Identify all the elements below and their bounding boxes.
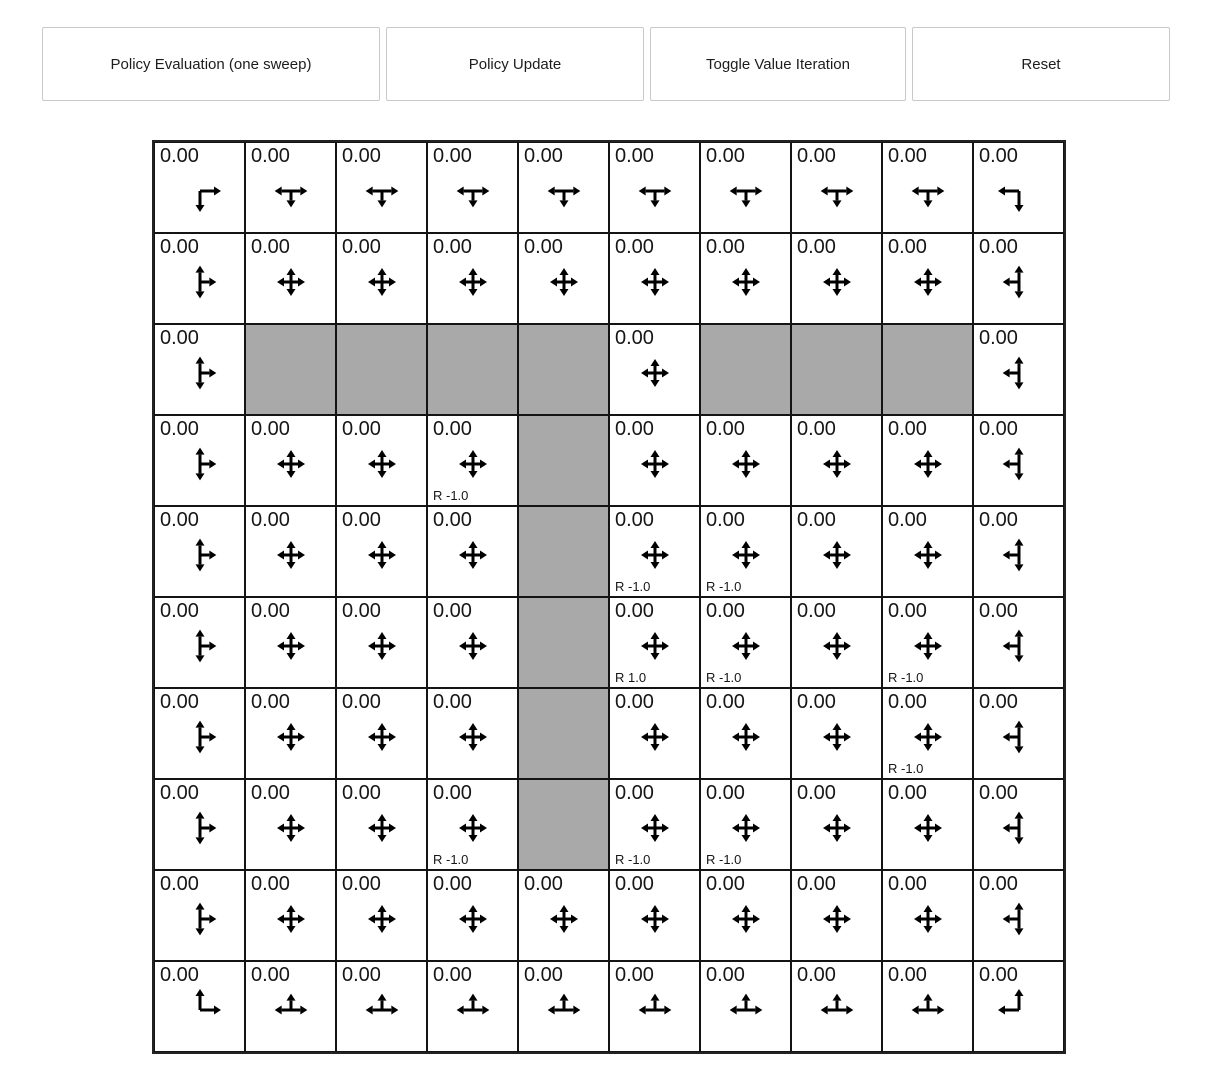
state-value: 0.00 xyxy=(888,782,927,804)
toggle-value-iteration-button[interactable]: Toggle Value Iteration xyxy=(650,27,906,101)
policy-arrows-icon xyxy=(906,533,950,577)
policy-arrows-icon xyxy=(633,897,677,941)
grid-cell[interactable] xyxy=(518,233,609,324)
policy-arrows-icon xyxy=(542,897,586,941)
state-value: 0.00 xyxy=(979,782,1018,804)
grid-cell[interactable] xyxy=(700,779,791,870)
grid-cell[interactable] xyxy=(973,233,1064,324)
grid-cell[interactable] xyxy=(973,688,1064,779)
state-value: 0.00 xyxy=(888,873,927,895)
policy-arrows-icon xyxy=(451,442,495,486)
policy-arrows-icon xyxy=(724,715,768,759)
grid-cell[interactable] xyxy=(336,961,427,1052)
grid-cell[interactable] xyxy=(700,506,791,597)
wall-cell[interactable] xyxy=(518,324,609,415)
state-value: 0.00 xyxy=(797,691,836,713)
state-value: 0.00 xyxy=(706,145,745,167)
state-value: 0.00 xyxy=(615,509,654,531)
reset-button[interactable]: Reset xyxy=(912,27,1170,101)
grid-cell[interactable] xyxy=(973,415,1064,506)
policy-arrows-icon xyxy=(360,260,404,304)
state-value: 0.00 xyxy=(251,600,290,622)
state-value: 0.00 xyxy=(160,964,199,986)
grid-cell[interactable] xyxy=(245,870,336,961)
grid-cell[interactable] xyxy=(427,233,518,324)
policy-arrows-icon xyxy=(815,988,859,1032)
state-value: 0.00 xyxy=(615,418,654,440)
policy-arrows-icon xyxy=(633,715,677,759)
grid-cell[interactable] xyxy=(427,688,518,779)
state-value: 0.00 xyxy=(888,236,927,258)
grid-cell[interactable] xyxy=(700,870,791,961)
grid-cell[interactable] xyxy=(518,961,609,1052)
policy-arrows-icon xyxy=(997,806,1041,850)
grid-cell[interactable] xyxy=(609,870,700,961)
grid-cell[interactable] xyxy=(609,142,700,233)
policy-arrows-icon xyxy=(542,988,586,1032)
policy-arrows-icon xyxy=(633,260,677,304)
policy-arrows-icon xyxy=(178,715,222,759)
wall-cell[interactable] xyxy=(336,324,427,415)
state-value: 0.00 xyxy=(797,873,836,895)
state-value: 0.00 xyxy=(706,782,745,804)
grid-cell[interactable] xyxy=(609,961,700,1052)
grid-cell[interactable] xyxy=(973,961,1064,1052)
reward-label: R -1.0 xyxy=(615,579,651,594)
reward-label: R -1.0 xyxy=(706,670,742,685)
reward-label: R -1.0 xyxy=(615,852,651,867)
grid-cell[interactable] xyxy=(700,233,791,324)
state-value: 0.00 xyxy=(342,873,381,895)
grid-cell[interactable] xyxy=(882,415,973,506)
state-value: 0.00 xyxy=(888,145,927,167)
policy-arrows-icon xyxy=(178,442,222,486)
grid-cell[interactable] xyxy=(700,142,791,233)
wall-cell[interactable] xyxy=(882,324,973,415)
state-value: 0.00 xyxy=(342,509,381,531)
policy-arrows-icon xyxy=(633,624,677,668)
grid-cell[interactable] xyxy=(518,142,609,233)
state-value: 0.00 xyxy=(342,964,381,986)
state-value: 0.00 xyxy=(706,600,745,622)
grid-cell[interactable] xyxy=(791,688,882,779)
state-value: 0.00 xyxy=(797,782,836,804)
policy-arrows-icon xyxy=(724,806,768,850)
state-value: 0.00 xyxy=(433,691,472,713)
state-value: 0.00 xyxy=(433,782,472,804)
policy-arrows-icon xyxy=(360,533,404,577)
state-value: 0.00 xyxy=(615,600,654,622)
state-value: 0.00 xyxy=(888,509,927,531)
grid-cell[interactable] xyxy=(245,688,336,779)
state-value: 0.00 xyxy=(251,145,290,167)
grid-cell[interactable] xyxy=(518,870,609,961)
policy-arrows-icon xyxy=(178,806,222,850)
state-value: 0.00 xyxy=(160,873,199,895)
grid-cell[interactable] xyxy=(336,142,427,233)
state-value: 0.00 xyxy=(524,236,563,258)
policy-arrows-icon xyxy=(724,533,768,577)
state-value: 0.00 xyxy=(342,782,381,804)
gridworld xyxy=(152,140,1066,1054)
grid-cell[interactable] xyxy=(245,961,336,1052)
state-value: 0.00 xyxy=(615,145,654,167)
wall-cell[interactable] xyxy=(791,324,882,415)
state-value: 0.00 xyxy=(706,509,745,531)
reward-label: R -1.0 xyxy=(433,852,469,867)
grid-cell[interactable] xyxy=(973,324,1064,415)
policy-arrows-icon xyxy=(633,533,677,577)
grid-cell[interactable] xyxy=(882,779,973,870)
policy-arrows-icon xyxy=(997,442,1041,486)
state-value: 0.00 xyxy=(433,964,472,986)
state-value: 0.00 xyxy=(342,691,381,713)
state-value: 0.00 xyxy=(433,600,472,622)
state-value: 0.00 xyxy=(979,509,1018,531)
policy-arrows-icon xyxy=(451,806,495,850)
grid-cell[interactable] xyxy=(973,870,1064,961)
grid-cell[interactable] xyxy=(700,597,791,688)
grid-cell[interactable] xyxy=(336,233,427,324)
policy-arrows-icon xyxy=(724,260,768,304)
state-value: 0.00 xyxy=(797,145,836,167)
state-value: 0.00 xyxy=(615,236,654,258)
grid-cell[interactable] xyxy=(154,597,245,688)
policy-evaluation-button[interactable]: Policy Evaluation (one sweep) xyxy=(42,27,380,101)
policy-arrows-icon xyxy=(815,260,859,304)
policy-arrows-icon xyxy=(906,806,950,850)
reward-label: R 1.0 xyxy=(615,670,647,685)
policy-arrows-icon xyxy=(724,169,768,213)
policy-arrows-icon xyxy=(997,897,1041,941)
state-value: 0.00 xyxy=(342,145,381,167)
state-value: 0.00 xyxy=(888,964,927,986)
grid-cell[interactable] xyxy=(154,779,245,870)
state-value: 0.00 xyxy=(433,418,472,440)
policy-arrows-icon xyxy=(269,260,313,304)
grid-cell[interactable] xyxy=(427,415,518,506)
policy-arrows-icon xyxy=(997,260,1041,304)
state-value: 0.00 xyxy=(342,600,381,622)
state-value: 0.00 xyxy=(433,236,472,258)
grid-cell[interactable] xyxy=(700,961,791,1052)
state-value: 0.00 xyxy=(433,509,472,531)
state-value: 0.00 xyxy=(251,509,290,531)
grid-cell[interactable] xyxy=(336,597,427,688)
grid-cell[interactable] xyxy=(336,415,427,506)
state-value: 0.00 xyxy=(160,691,199,713)
grid-cell[interactable] xyxy=(154,324,245,415)
policy-arrows-icon xyxy=(906,260,950,304)
policy-arrows-icon xyxy=(906,897,950,941)
state-value: 0.00 xyxy=(524,964,563,986)
policy-arrows-icon xyxy=(997,624,1041,668)
policy-arrows-icon xyxy=(906,442,950,486)
policy-arrows-icon xyxy=(451,624,495,668)
wall-cell[interactable] xyxy=(427,324,518,415)
policy-arrows-icon xyxy=(451,260,495,304)
grid-cell[interactable] xyxy=(700,688,791,779)
state-value: 0.00 xyxy=(251,236,290,258)
reward-label: R -1.0 xyxy=(888,670,924,685)
wall-cell[interactable] xyxy=(518,779,609,870)
state-value: 0.00 xyxy=(433,873,472,895)
policy-arrows-icon xyxy=(360,715,404,759)
state-value: 0.00 xyxy=(706,418,745,440)
policy-arrows-icon xyxy=(633,351,677,395)
state-value: 0.00 xyxy=(615,691,654,713)
state-value: 0.00 xyxy=(615,964,654,986)
policy-arrows-icon xyxy=(360,624,404,668)
grid-cell[interactable] xyxy=(882,870,973,961)
policy-arrows-icon xyxy=(269,533,313,577)
wall-cell[interactable] xyxy=(245,324,336,415)
state-value: 0.00 xyxy=(706,964,745,986)
policy-arrows-icon xyxy=(815,624,859,668)
grid-cell[interactable] xyxy=(882,233,973,324)
grid-cell[interactable] xyxy=(791,597,882,688)
policy-arrows-icon xyxy=(815,897,859,941)
grid-cell[interactable] xyxy=(791,506,882,597)
grid-cell[interactable] xyxy=(154,870,245,961)
state-value: 0.00 xyxy=(888,418,927,440)
wall-cell[interactable] xyxy=(518,597,609,688)
grid-cell[interactable] xyxy=(882,961,973,1052)
state-value: 0.00 xyxy=(979,236,1018,258)
state-value: 0.00 xyxy=(797,509,836,531)
reward-label: R -1.0 xyxy=(433,488,469,503)
state-value: 0.00 xyxy=(160,236,199,258)
policy-arrows-icon xyxy=(542,169,586,213)
state-value: 0.00 xyxy=(160,145,199,167)
policy-arrows-icon xyxy=(178,897,222,941)
state-value: 0.00 xyxy=(251,964,290,986)
policy-arrows-icon xyxy=(178,533,222,577)
grid-cell[interactable] xyxy=(791,870,882,961)
grid-cell[interactable] xyxy=(336,688,427,779)
state-value: 0.00 xyxy=(160,418,199,440)
policy-arrows-icon xyxy=(451,988,495,1032)
policy-arrows-icon xyxy=(269,624,313,668)
policy-arrows-icon xyxy=(997,988,1041,1032)
state-value: 0.00 xyxy=(979,327,1018,349)
grid-cell[interactable] xyxy=(154,142,245,233)
policy-arrows-icon xyxy=(451,533,495,577)
policy-arrows-icon xyxy=(269,169,313,213)
grid-cell[interactable] xyxy=(791,779,882,870)
state-value: 0.00 xyxy=(160,509,199,531)
grid-cell[interactable] xyxy=(427,779,518,870)
grid-cell[interactable] xyxy=(427,142,518,233)
policy-arrows-icon xyxy=(906,988,950,1032)
grid-cell[interactable] xyxy=(609,688,700,779)
state-value: 0.00 xyxy=(797,236,836,258)
policy-arrows-icon xyxy=(269,442,313,486)
policy-arrows-icon xyxy=(997,715,1041,759)
policy-arrows-icon xyxy=(724,897,768,941)
grid-cell[interactable] xyxy=(791,415,882,506)
policy-arrows-icon xyxy=(451,897,495,941)
policy-arrows-icon xyxy=(360,806,404,850)
toolbar xyxy=(42,27,1170,101)
policy-arrows-icon xyxy=(997,533,1041,577)
policy-arrows-icon xyxy=(633,988,677,1032)
state-value: 0.00 xyxy=(979,964,1018,986)
grid-cell[interactable] xyxy=(609,597,700,688)
state-value: 0.00 xyxy=(797,964,836,986)
state-value: 0.00 xyxy=(160,327,199,349)
policy-arrows-icon xyxy=(724,988,768,1032)
grid-cell[interactable] xyxy=(882,142,973,233)
grid-cell[interactable] xyxy=(336,779,427,870)
policy-arrows-icon xyxy=(360,988,404,1032)
grid-cell[interactable] xyxy=(700,415,791,506)
policy-arrows-icon xyxy=(178,624,222,668)
state-value: 0.00 xyxy=(706,691,745,713)
policy-arrows-icon xyxy=(815,806,859,850)
grid-cell[interactable] xyxy=(791,233,882,324)
grid-cell[interactable] xyxy=(245,597,336,688)
reward-label: R -1.0 xyxy=(888,761,924,776)
policy-arrows-icon xyxy=(451,169,495,213)
grid-cell[interactable] xyxy=(609,506,700,597)
state-value: 0.00 xyxy=(888,600,927,622)
policy-arrows-icon xyxy=(724,442,768,486)
reward-label: R -1.0 xyxy=(706,579,742,594)
policy-arrows-icon xyxy=(178,351,222,395)
policy-arrows-icon xyxy=(178,169,222,213)
state-value: 0.00 xyxy=(706,236,745,258)
grid-cell[interactable] xyxy=(427,597,518,688)
grid-cell[interactable] xyxy=(245,779,336,870)
reward-label: R -1.0 xyxy=(706,852,742,867)
wall-cell[interactable] xyxy=(518,506,609,597)
state-value: 0.00 xyxy=(979,873,1018,895)
wall-cell[interactable] xyxy=(518,415,609,506)
policy-update-button[interactable]: Policy Update xyxy=(386,27,644,101)
grid-cell[interactable] xyxy=(609,233,700,324)
grid-cell[interactable] xyxy=(791,961,882,1052)
state-value: 0.00 xyxy=(615,782,654,804)
policy-arrows-icon xyxy=(360,442,404,486)
grid-cell[interactable] xyxy=(245,142,336,233)
state-value: 0.00 xyxy=(979,600,1018,622)
grid-cell[interactable] xyxy=(154,415,245,506)
state-value: 0.00 xyxy=(979,145,1018,167)
policy-arrows-icon xyxy=(997,351,1041,395)
state-value: 0.00 xyxy=(615,873,654,895)
grid-cell[interactable] xyxy=(154,688,245,779)
grid-cell[interactable] xyxy=(882,597,973,688)
state-value: 0.00 xyxy=(524,873,563,895)
state-value: 0.00 xyxy=(888,691,927,713)
policy-arrows-icon xyxy=(724,624,768,668)
grid-cell[interactable] xyxy=(973,142,1064,233)
policy-arrows-icon xyxy=(633,169,677,213)
state-value: 0.00 xyxy=(251,873,290,895)
wall-cell[interactable] xyxy=(700,324,791,415)
policy-arrows-icon xyxy=(815,533,859,577)
policy-arrows-icon xyxy=(269,897,313,941)
policy-arrows-icon xyxy=(178,988,222,1032)
grid-cell[interactable] xyxy=(154,233,245,324)
grid-cell[interactable] xyxy=(427,961,518,1052)
state-value: 0.00 xyxy=(342,236,381,258)
grid-cell[interactable] xyxy=(882,506,973,597)
grid-cell[interactable] xyxy=(609,415,700,506)
grid-cell[interactable] xyxy=(427,870,518,961)
policy-arrows-icon xyxy=(269,715,313,759)
grid-cell[interactable] xyxy=(154,961,245,1052)
grid-cell[interactable] xyxy=(609,324,700,415)
policy-arrows-icon xyxy=(269,806,313,850)
state-value: 0.00 xyxy=(251,782,290,804)
grid-cell[interactable] xyxy=(336,870,427,961)
state-value: 0.00 xyxy=(615,327,654,349)
policy-arrows-icon xyxy=(269,988,313,1032)
state-value: 0.00 xyxy=(706,873,745,895)
policy-arrows-icon xyxy=(451,715,495,759)
grid-cell[interactable] xyxy=(245,506,336,597)
wall-cell[interactable] xyxy=(518,688,609,779)
state-value: 0.00 xyxy=(979,691,1018,713)
policy-arrows-icon xyxy=(542,260,586,304)
state-value: 0.00 xyxy=(160,600,199,622)
policy-arrows-icon xyxy=(815,169,859,213)
grid-cell[interactable] xyxy=(245,233,336,324)
grid-cell[interactable] xyxy=(336,506,427,597)
policy-arrows-icon xyxy=(906,624,950,668)
policy-arrows-icon xyxy=(633,442,677,486)
policy-arrows-icon xyxy=(815,442,859,486)
state-value: 0.00 xyxy=(251,691,290,713)
policy-arrows-icon xyxy=(360,897,404,941)
grid-cell[interactable] xyxy=(427,506,518,597)
state-value: 0.00 xyxy=(160,782,199,804)
policy-arrows-icon xyxy=(906,715,950,759)
state-value: 0.00 xyxy=(524,145,563,167)
state-value: 0.00 xyxy=(251,418,290,440)
state-value: 0.00 xyxy=(342,418,381,440)
state-value: 0.00 xyxy=(797,600,836,622)
grid-cell[interactable] xyxy=(245,415,336,506)
grid-cell[interactable] xyxy=(973,597,1064,688)
state-value: 0.00 xyxy=(979,418,1018,440)
state-value: 0.00 xyxy=(797,418,836,440)
grid-cell[interactable] xyxy=(154,506,245,597)
grid-cell[interactable] xyxy=(882,688,973,779)
policy-arrows-icon xyxy=(906,169,950,213)
policy-arrows-icon xyxy=(178,260,222,304)
policy-arrows-icon xyxy=(633,806,677,850)
policy-arrows-icon xyxy=(815,715,859,759)
grid-cell[interactable] xyxy=(973,506,1064,597)
policy-arrows-icon xyxy=(997,169,1041,213)
grid-cell[interactable] xyxy=(609,779,700,870)
policy-arrows-icon xyxy=(360,169,404,213)
state-value: 0.00 xyxy=(433,145,472,167)
grid-cell[interactable] xyxy=(791,142,882,233)
grid-cell[interactable] xyxy=(973,779,1064,870)
